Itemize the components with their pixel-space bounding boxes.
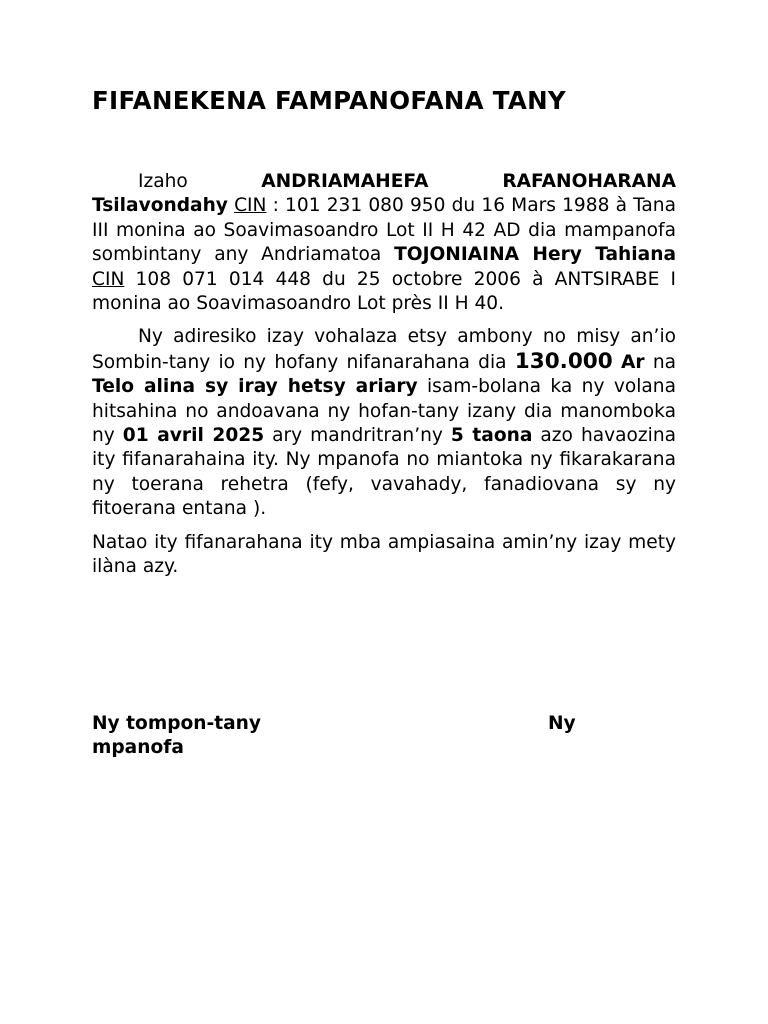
owner-cin-label: CIN [234, 195, 267, 217]
lease-duration: 5 taona [450, 425, 533, 447]
rent-unit: Ar [621, 351, 645, 373]
owner-name: ANDRIAMAHEFA RAFANOHARANA Tsilavondahy [92, 171, 676, 217]
document-body [92, 170, 676, 589]
signature-tenant-label: Ny [548, 713, 583, 734]
document-page [92, 0, 676, 1024]
start-date: 01 avril 2025 [122, 425, 265, 447]
document-title: FIFANEKENA FAMPANOFANA TANY [92, 86, 566, 115]
signature-owner-label: Ny tompon-tany [92, 713, 262, 734]
p2-text-2 [613, 352, 621, 373]
rent-amount-words: Telo alina sy iray hetsy ariary [92, 376, 418, 398]
signature-tenant-label-continued: mpanofa [92, 737, 184, 759]
p2-text-6: azo havaozina ity fifanarahaina ity. Ny mpanofa no miantoka ny fikarakarana ny toerana rehetra (fefy, vavahady, fanadiovana sy ny fitoerana entana ). [92, 425, 676, 520]
paragraph-parties [92, 170, 676, 316]
rent-amount: 130.000 [514, 348, 613, 374]
p2-text-4: isam-bolana ka ny volana hitsahina no andoavana ny hofan-tany izany dia manomboka ny [92, 376, 676, 447]
p1-text-3: : 101 231 080 950 du 16 Mars 1988 à Tana III monina ao Soavimasoandro Lot II H 42 AD dia mampanofa sombintany any Andriamatoa [92, 195, 676, 266]
paragraph-terms [92, 325, 676, 521]
p1-text-5: 108 071 014 448 du 25 octobre 2006 à ANTSIRABE I monina ao Soavimasoandro Lot près II H 40. [92, 268, 676, 315]
paragraph-closing: Natao ity fifanarahana ity mba ampiasaina amin’ny izay mety ilàna azy. [92, 531, 676, 578]
p2-text-3: na [644, 351, 676, 373]
p2-text-1: Ny adiresiko izay vohalaza etsy ambony no misy an’io Sombin-tany io ny hofany nifanarahana dia [92, 326, 676, 373]
p1-text-1: Izaho [138, 171, 262, 192]
p2-text-5: ary mandritran’ny [264, 425, 451, 447]
tenant-cin-label: CIN [92, 268, 125, 290]
tenant-name: TOJONIAINA Hery Tahiana [394, 244, 676, 266]
